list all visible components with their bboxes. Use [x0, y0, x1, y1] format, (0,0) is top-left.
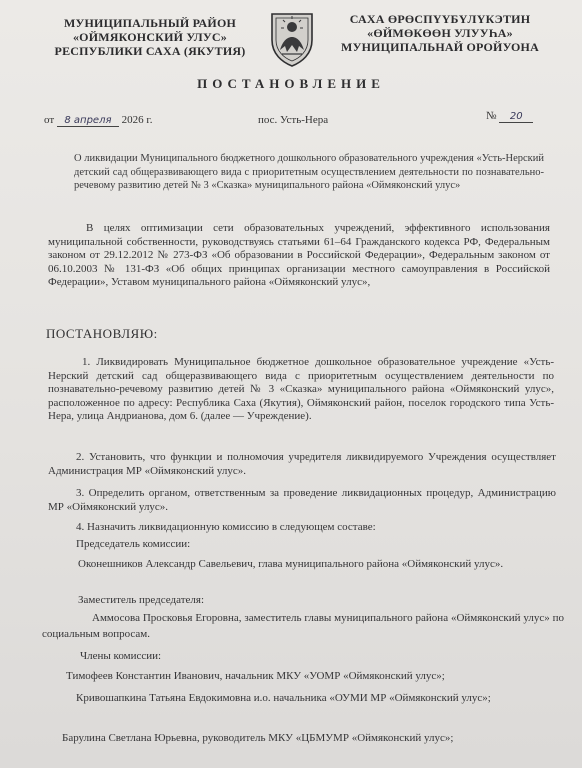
- member-1: Тимофеев Константин Иванович, начальник МКУ «УОМР «Оймяконский улус»;: [66, 670, 445, 682]
- header-right: [330, 12, 550, 54]
- header-left: [40, 16, 260, 58]
- item-1: 1. Ликвидировать Муниципальное бюджетное дошкольное образовательное учреждение «Усть-Нерский детский сад общеразвивающего вида с приоритетным осуществлением деятельности по познавательно-речевому развитию детей № 3 «Сказка» муниципального района «Оймяконский улус», расположенное по адресу: Республика Саха (Якутия), Оймяконский район, поселок городского типа Усть-Нера, улица Андрианова, дом 6. (далее — Учреждение).: [48, 356, 554, 423]
- deputy-name: Аммосова Просковья Егоровна, заместитель главы муниципального района «Оймяконский улус» по социальным вопросам.: [42, 612, 564, 640]
- decree-word: ПОСТАНОВЛЯЮ:: [46, 326, 158, 341]
- member-3: Барулина Светлана Юрьевна, руководитель МКУ «ЦБМУМР «Оймяконский улус»;: [62, 732, 454, 744]
- number-block: [486, 110, 533, 123]
- date-prefix: от: [44, 114, 55, 126]
- header-left-line-1: МУНИЦИПАЛЬНЫЙ РАЙОН: [63, 16, 237, 30]
- date-handwritten: 8 апреля: [57, 115, 119, 127]
- chair-label: Председатель комиссии:: [76, 538, 191, 550]
- header-right-line-3: МУНИЦИПАЛЬНАЙ ОРОЙУОНА: [341, 40, 539, 54]
- header-left-line-2: «ОЙМЯКОНСКИЙ УЛУС»: [72, 30, 227, 44]
- number-label: №: [486, 110, 497, 122]
- members-label: Члены комиссии:: [80, 650, 162, 662]
- deputy-label: Заместитель председателя:: [78, 594, 204, 606]
- coat-of-arms-icon: [266, 10, 318, 68]
- item-4: 4. Назначить ликвидационную комиссию в следующем составе:: [76, 521, 376, 533]
- header-right-line-1: САХА ӨРӨСПҮҮБҮЛҮКЭТИН: [349, 12, 531, 26]
- preamble: В целях оптимизации сети образовательных учреждений, эффективного использования муниципальной собственности, руководствуясь статьями 61–64 Гражданского кодекса РФ, Федеральным законом от 29.12.2012 № 273-ФЗ «Об образовании в Российской Федерации», Федеральным законом от 06.10.2003 № 131-ФЗ «Об общих принципах организации местного самоуправления в Российской Федерации», Уставом муниципального района «Оймяконский улус»,: [48, 222, 550, 289]
- chair-name: Оконешников Александр Савельевич, глава муниципального района «Оймяконский улус».: [78, 558, 504, 570]
- date-year: 2026 г.: [121, 114, 153, 126]
- document-subject: О ликвидации Муниципального бюджетного дошкольного образовательного учреждения «Усть-Нерский детский сад общеразвивающего вида с приоритетным осуществлением деятельности по познавательно-речевому развитию детей № 3 «Сказка» муниципального района «Оймяконский улус»: [74, 153, 544, 191]
- item-2: 2. Установить, что функции и полномочия учредителя ликвидируемого Учреждения осуществляет Администрация МР «Оймяконский улус».: [48, 451, 556, 477]
- header-left-line-3: РЕСПУБЛИКИ САХА (ЯКУТИЯ): [54, 44, 246, 58]
- item-3: 3. Определить органом, ответственным за проведение ликвидационных процедур, Администрацию МР «Оймяконский улус».: [48, 487, 556, 513]
- header-right-line-2: «ӨЙМӨКӨӨН УЛУУҺА»: [367, 26, 513, 40]
- date-block: [44, 114, 152, 127]
- document-title: ПОСТАНОВЛЕНИЕ: [197, 76, 385, 91]
- place: пос. Усть-Нера: [258, 114, 329, 126]
- number-handwritten: 20: [499, 111, 533, 123]
- member-2: Кривошапкина Татьяна Евдокимовна и.о. начальника «ОУМИ МР «Оймяконский улус»;: [76, 692, 491, 704]
